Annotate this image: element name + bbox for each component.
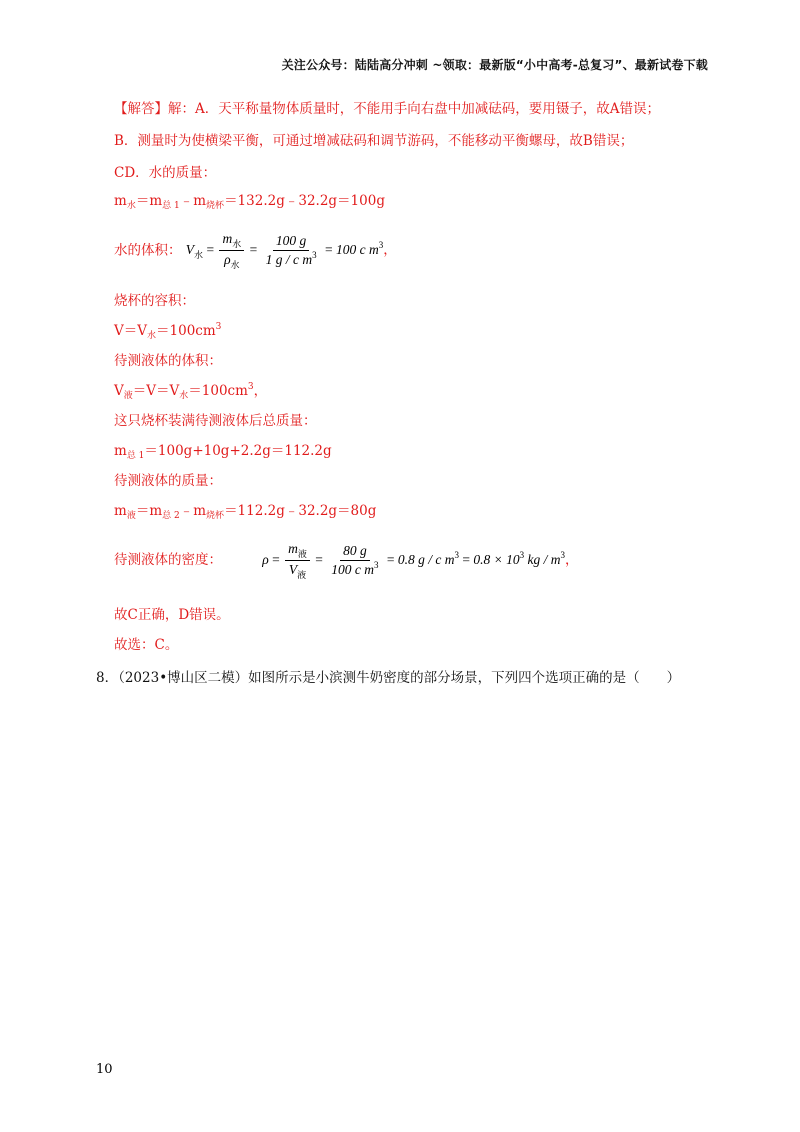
solution-line-cd: CD．水的质量： [114, 165, 217, 181]
beaker-volume-line: $V=V_水=100cm^3$ [114, 322, 222, 341]
liquid-mass-label: 待测液体的质量： [114, 473, 222, 489]
density-line: 待测液体的密度： ρ = $\frac{m_液}{V_液}$ = $\frac{80 g}{100 c m^3}$ = 0.8 g / c $m^3 = 0.8 \times 10^3$ kg / $m^3$， [114, 541, 579, 582]
solution-tag: 【解答】 [114, 101, 168, 117]
water-volume-formula: $V_水$ = $\frac{m_水}{\rho_水}$ = $\frac{100 g}{1 g / c m^3}$ = 100 c $m^3$， [185, 231, 397, 272]
water-mass-line: $m_水=m_{总 1}﹣m_{烧杯}=132.2g﹣32.2g=100g$ [114, 193, 385, 211]
page-number: 10 [96, 1062, 113, 1077]
liquid-volume-label: 待测液体的体积： [114, 353, 222, 369]
water-volume-line: 水的体积： $V_水$ = $\frac{m_水}{\rho_水}$ = $\frac{100 g}{1 g / c m^3}$ = 100 c $m^3$， [114, 231, 397, 272]
conclusion-line: 故C正确，D错误。 [114, 607, 230, 623]
beaker-volume-label: 烧杯的容积： [114, 293, 195, 309]
page-header: 关注公众号：陆陆高分冲刺 ~领取：最新版“小中高考-总复习”、最新试卷下载 [281, 58, 708, 72]
solution-line-a: 【解答】解：A．天平称量物体质量时，不能用手向右盘中加减砝码，要用镊子，故A错误； [114, 101, 660, 117]
total-mass-line: $m_{总 1}=100g+10g+2.2g=112.2g$ [114, 443, 332, 461]
solution-line-b: B．测量时为使横梁平衡，可通过增减砝码和调节游码，不能移动平衡螺母，故B错误； [114, 133, 634, 149]
liquid-volume-line: $V_液=V=V_水=100cm^3$， [114, 382, 268, 401]
liquid-mass-line: $m_液=m_{总 2}﹣m_{烧杯}=112.2g﹣32.2g=80g$ [114, 503, 377, 521]
density-formula: ρ = $\frac{m_液}{V_液}$ = $\frac{80 g}{100 c m^3}$ = 0.8 g / c $m^3 = 0.8 \times 10^3$ kg / $m^3$， [262, 541, 579, 582]
answer-line: 故选：C。 [114, 637, 179, 653]
question-8: 8．（2023•博山区二模）如图所示是小滨测牛奶密度的部分场景，下列四个选项正确的是（ ） [96, 670, 681, 686]
total-mass-label: 这只烧杯装满待测液体后总质量： [114, 413, 317, 429]
